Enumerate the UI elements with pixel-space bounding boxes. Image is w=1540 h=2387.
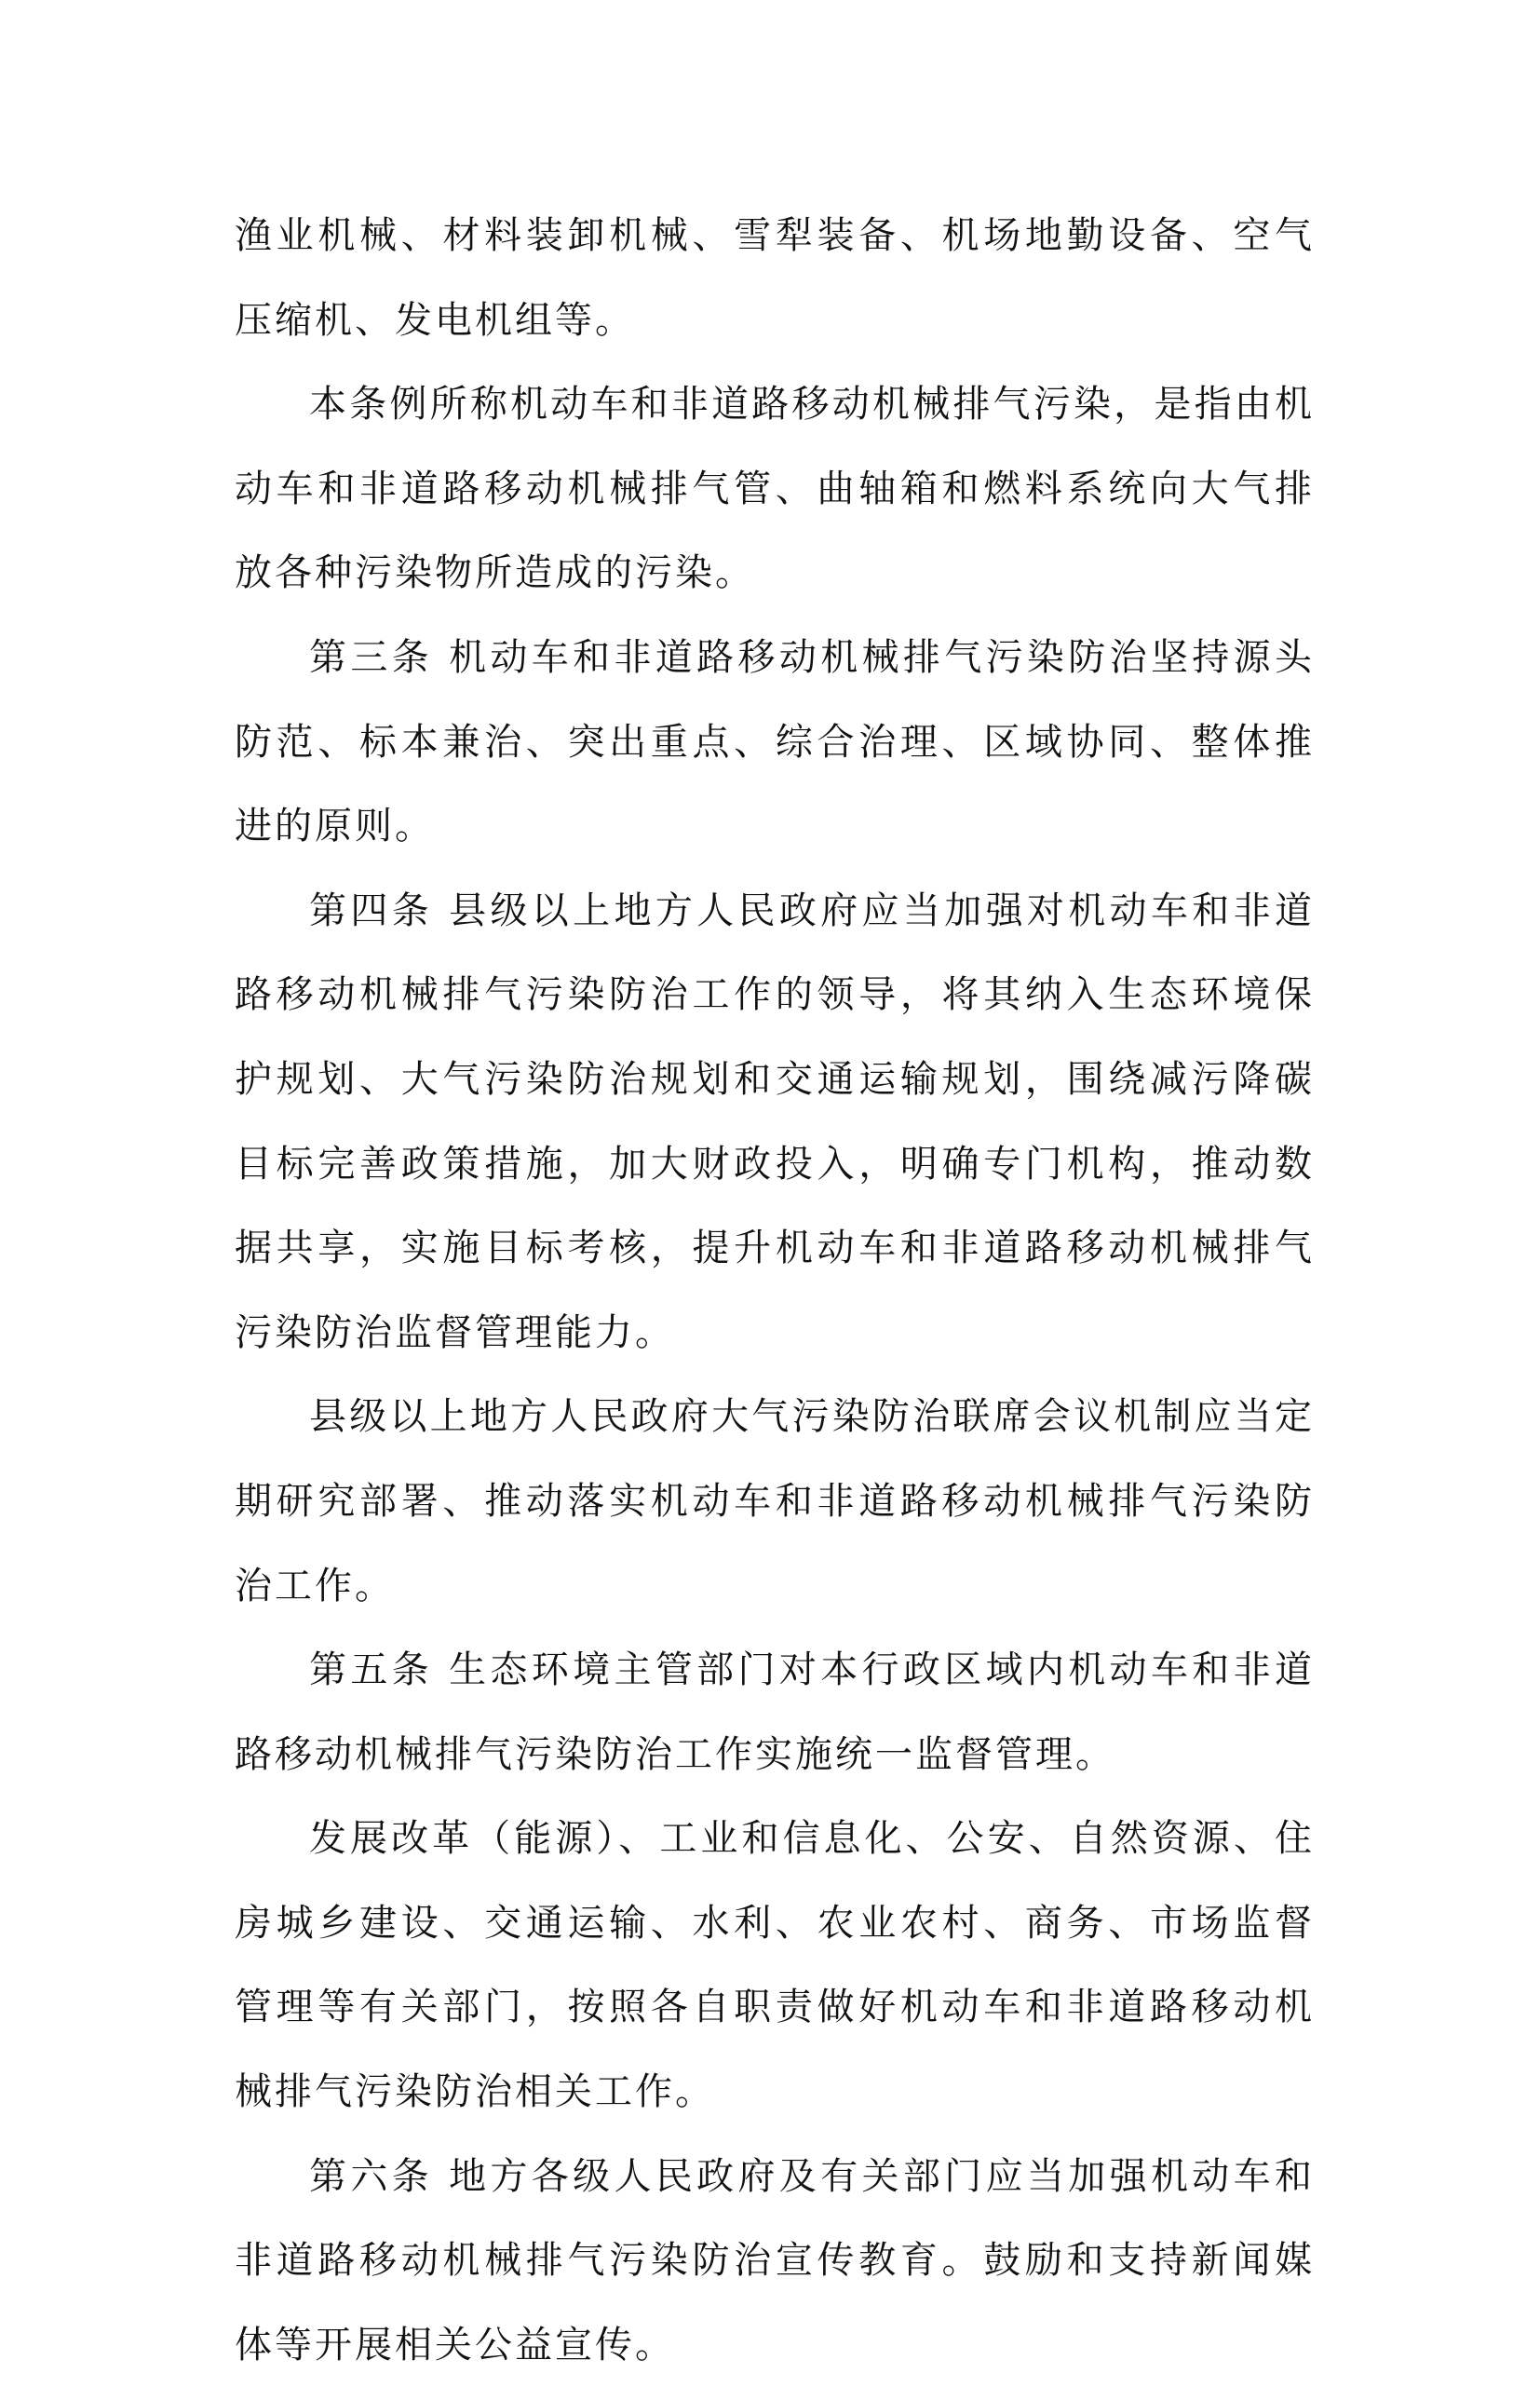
paragraph-definition: 本条例所称机动车和非道路移动机械排气污染，是指由机动车和非道路移动机械排气管、曲轴箱和燃料系统向大气排放各种污染物所造成的污染。 [235, 383, 1315, 595]
paragraph-article-5: 第五条 生态环境主管部门对本行政区域内机动车和非道路移动机械排气污染防治工作实施统一监督管理。 [235, 1648, 1315, 1776]
paragraph-article-4: 第四条 县级以上地方人民政府应当加强对机动车和非道路移动机械排气污染防治工作的领导，将其纳入生态环境保护规划、大气污染防治规划和交通运输规划，围绕减污降碳目标完善政策措施，加大财政投入，明确专门机构，推动数据共享，实施目标考核，提升机动车和非道路移动机械排气污染防治监督管理能力。 [235, 888, 1315, 1354]
paragraph-article-3: 第三条 机动车和非道路移动机械排气污染防治坚持源头防范、标本兼治、突出重点、综合治理、区域协同、整体推进的原则。 [235, 635, 1315, 848]
paragraph-article-5-clause-2: 发展改革（能源）、工业和信息化、公安、自然资源、住房城乡建设、交通运输、水利、农业农村、商务、市场监督管理等有关部门，按照各自职责做好机动车和非道路移动机械排气污染防治相关工作。 [235, 1817, 1315, 2114]
document-body [235, 194, 1315, 2387]
paragraph-article-6: 第六条 地方各级人民政府及有关部门应当加强机动车和非道路移动机械排气污染防治宣传教育。鼓励和支持新闻媒体等开展相关公益宣传。 [235, 2154, 1315, 2367]
paragraph-fragment-continuation: 渔业机械、材料装卸机械、雪犁装备、机场地勤设备、空气压缩机、发电机组等。 [235, 214, 1315, 342]
paragraph-article-4-clause-2: 县级以上地方人民政府大气污染防治联席会议机制应当定期研究部署、推动落实机动车和非道路移动机械排气污染防治工作。 [235, 1395, 1315, 1607]
